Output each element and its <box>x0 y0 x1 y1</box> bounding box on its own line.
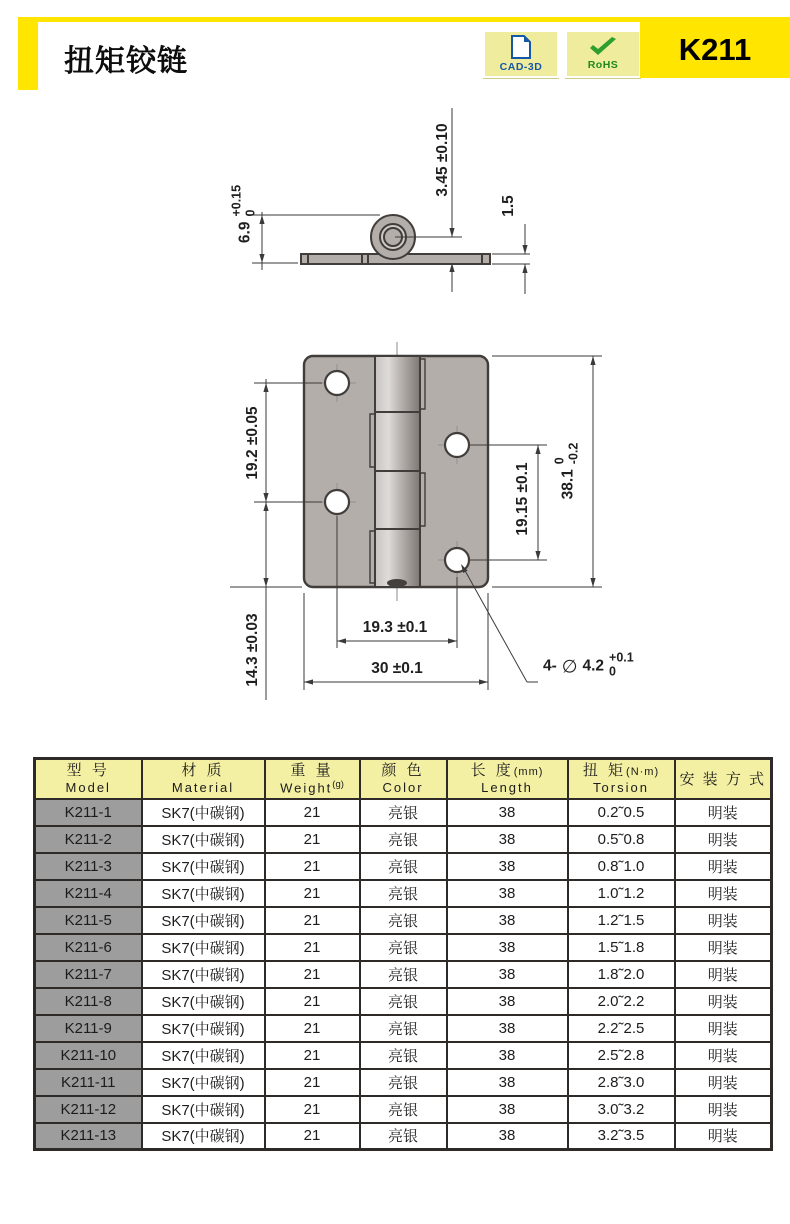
length-cell: 38 <box>447 1069 568 1096</box>
tolerance-upper: +0.15 <box>229 184 244 217</box>
col-header-color <box>360 759 447 799</box>
length-cell: 38 <box>447 988 568 1015</box>
dim-hole-pitch-left-label <box>244 406 262 479</box>
weight-cell: 21 <box>265 961 360 988</box>
torsion-cell: 1.8˜2.0 <box>568 961 675 988</box>
torsion-cell: 2.2˜2.5 <box>568 1015 675 1042</box>
hole-count-prefix: 4- <box>543 658 557 675</box>
length-cell: 38 <box>447 853 568 880</box>
table-row <box>35 934 772 961</box>
color-cell: 亮银 <box>360 880 447 907</box>
table-row <box>35 880 772 907</box>
spec-table <box>33 757 773 1151</box>
length-cell: 38 <box>447 934 568 961</box>
table-row <box>35 1042 772 1069</box>
tolerance-stack <box>553 443 582 465</box>
material-cell: SK7(中碳钢) <box>142 799 265 826</box>
col-header-color-en: Color <box>382 779 424 795</box>
length-cell: 38 <box>447 826 568 853</box>
col-header-torsion <box>568 759 675 799</box>
model-cell: K211-11 <box>35 1069 142 1096</box>
model-cell: K211-7 <box>35 961 142 988</box>
model-cell: K211-2 <box>35 826 142 853</box>
col-header-torsion-cn: 扭 矩(N·m) <box>582 762 660 780</box>
col-header-model <box>35 759 142 799</box>
table-row <box>35 907 772 934</box>
col-header-length-en: Length <box>481 779 533 795</box>
col-header-length-cn: 长 度(mm) <box>470 762 544 780</box>
install-cell: 明装 <box>675 880 772 907</box>
weight-cell: 21 <box>265 934 360 961</box>
color-cell: 亮银 <box>360 988 447 1015</box>
dim-overall-width-label <box>371 660 423 678</box>
torsion-cell: 0.2˜0.5 <box>568 799 675 826</box>
model-cell: K211-6 <box>35 934 142 961</box>
torsion-cell: 3.2˜3.5 <box>568 1123 675 1150</box>
model-cell: K211-4 <box>35 880 142 907</box>
install-cell: 明装 <box>675 1069 772 1096</box>
model-cell: K211-3 <box>35 853 142 880</box>
dim-knuckle-height-label <box>230 185 263 243</box>
weight-cell: 21 <box>265 1096 360 1123</box>
length-cell: 38 <box>447 1123 568 1150</box>
dim-plate-thickness-label <box>500 195 518 217</box>
dim-value: 19.2 ±0.05 <box>244 406 261 480</box>
tolerance-lower: -0.2 <box>567 442 581 465</box>
torsion-cell: 2.8˜3.0 <box>568 1069 675 1096</box>
side-view-drawing <box>252 108 530 294</box>
col-header-model-en: Model <box>65 779 111 795</box>
model-cell: K211-8 <box>35 988 142 1015</box>
color-cell: 亮银 <box>360 1123 447 1150</box>
dim-hole-pitch-right-label <box>514 462 532 535</box>
dim-value: 4.2 <box>582 658 605 675</box>
weight-cell: 21 <box>265 853 360 880</box>
color-cell: 亮银 <box>360 1015 447 1042</box>
cad-3d-label: CAD-3D <box>499 61 543 73</box>
length-cell: 38 <box>447 880 568 907</box>
col-header-weight <box>265 759 360 799</box>
rohs-label: RoHS <box>587 59 619 71</box>
table-row <box>35 1069 772 1096</box>
model-cell: K211-1 <box>35 799 142 826</box>
col-header-material-en: Material <box>171 779 235 795</box>
install-cell: 明装 <box>675 907 772 934</box>
torsion-cell: 0.5˜0.8 <box>568 826 675 853</box>
install-cell: 明装 <box>675 853 772 880</box>
dim-value: 3.45 ±0.10 <box>434 123 451 197</box>
install-cell: 明装 <box>675 826 772 853</box>
color-cell: 亮银 <box>360 1042 447 1069</box>
dim-hole-to-bottom-label <box>244 613 262 686</box>
color-cell: 亮银 <box>360 1096 447 1123</box>
table-row <box>35 799 772 826</box>
front-view-drawing <box>230 342 605 700</box>
material-cell: SK7(中碳钢) <box>142 1069 265 1096</box>
material-cell: SK7(中碳钢) <box>142 826 265 853</box>
material-cell: SK7(中碳钢) <box>142 1042 265 1069</box>
weight-cell: 21 <box>265 799 360 826</box>
length-cell: 38 <box>447 907 568 934</box>
tolerance-stack <box>230 185 259 217</box>
col-header-material-cn: 材 质 <box>181 762 225 780</box>
dim-hole-pitch-horizontal-label <box>363 619 428 637</box>
table-row <box>35 1123 772 1150</box>
model-cell: K211-12 <box>35 1096 142 1123</box>
col-header-weight-cn: 重 量 <box>290 761 334 779</box>
dim-value: 38.1 <box>560 469 577 500</box>
col-header-weight-en: Weight$^{(g)}$ <box>280 779 344 796</box>
color-cell: 亮银 <box>360 1069 447 1096</box>
dim-holes-label <box>543 651 634 684</box>
torsion-cell: 1.2˜1.5 <box>568 907 675 934</box>
col-header-length <box>447 759 568 799</box>
dim-value: 1.5 <box>500 195 517 217</box>
color-cell: 亮银 <box>360 961 447 988</box>
install-cell: 明装 <box>675 799 772 826</box>
material-cell: SK7(中碳钢) <box>142 961 265 988</box>
torsion-cell: 2.0˜2.2 <box>568 988 675 1015</box>
material-cell: SK7(中碳钢) <box>142 853 265 880</box>
col-header-material <box>142 759 265 799</box>
col-header-torsion-en: Torsion <box>593 779 649 795</box>
table-row <box>35 826 772 853</box>
material-cell: SK7(中碳钢) <box>142 880 265 907</box>
dim-pin-center-label <box>434 123 452 196</box>
table-row <box>35 988 772 1015</box>
material-cell: SK7(中碳钢) <box>142 934 265 961</box>
tolerance-upper: +0.1 <box>609 650 634 665</box>
material-cell: SK7(中碳钢) <box>142 1123 265 1150</box>
diameter-symbol: ∅ <box>561 656 578 677</box>
weight-cell: 21 <box>265 907 360 934</box>
spec-table-header <box>35 759 772 799</box>
dim-value: 14.3 ±0.03 <box>244 613 261 687</box>
material-cell: SK7(中碳钢) <box>142 1015 265 1042</box>
table-row <box>35 1096 772 1123</box>
table-row <box>35 961 772 988</box>
weight-cell: 21 <box>265 880 360 907</box>
weight-cell: 21 <box>265 1069 360 1096</box>
model-cell: K211-10 <box>35 1042 142 1069</box>
table-row <box>35 853 772 880</box>
weight-cell: 21 <box>265 988 360 1015</box>
tolerance-upper: 0 <box>552 457 567 465</box>
color-cell: 亮银 <box>360 853 447 880</box>
dim-value: 19.3 ±0.1 <box>362 619 428 636</box>
material-cell: SK7(中碳钢) <box>142 988 265 1015</box>
weight-cell: 21 <box>265 1015 360 1042</box>
tolerance-lower: 0 <box>609 665 616 679</box>
tolerance-stack <box>609 651 634 680</box>
install-cell: 明装 <box>675 934 772 961</box>
torsion-unit: (N·m) <box>626 766 660 779</box>
torsion-cell: 2.5˜2.8 <box>568 1042 675 1069</box>
weight-unit: (g) <box>332 779 344 791</box>
length-cell: 38 <box>447 1096 568 1123</box>
product-code-box: K211 <box>640 22 790 78</box>
dim-overall-height-label <box>553 443 586 500</box>
length-unit: (mm) <box>513 766 544 779</box>
model-cell: K211-5 <box>35 907 142 934</box>
length-cell: 38 <box>447 799 568 826</box>
color-cell: 亮银 <box>360 907 447 934</box>
spec-table-body <box>35 799 772 1150</box>
length-cell: 38 <box>447 1015 568 1042</box>
model-cell: K211-13 <box>35 1123 142 1150</box>
table-row <box>35 1015 772 1042</box>
color-cell: 亮银 <box>360 934 447 961</box>
col-header-install <box>675 759 772 799</box>
material-cell: SK7(中碳钢) <box>142 907 265 934</box>
install-cell: 明装 <box>675 988 772 1015</box>
install-cell: 明装 <box>675 1096 772 1123</box>
material-cell: SK7(中碳钢) <box>142 1096 265 1123</box>
length-cell: 38 <box>447 1042 568 1069</box>
col-header-color-cn: 颜 色 <box>381 762 425 780</box>
col-header-install-cn: 安 装 方 式 <box>679 771 766 789</box>
torsion-cell: 1.0˜1.2 <box>568 880 675 907</box>
weight-cell: 21 <box>265 1042 360 1069</box>
torsion-cell: 1.5˜1.8 <box>568 934 675 961</box>
install-cell: 明装 <box>675 1015 772 1042</box>
dim-value: 6.9 <box>237 221 254 244</box>
install-cell: 明装 <box>675 961 772 988</box>
dim-value: 19.15 ±0.1 <box>514 462 531 536</box>
weight-cell: 21 <box>265 1123 360 1150</box>
tolerance-lower: 0 <box>244 209 258 217</box>
dim-value: 30 ±0.1 <box>371 660 423 677</box>
weight-cell: 21 <box>265 826 360 853</box>
torsion-cell: 0.8˜1.0 <box>568 853 675 880</box>
install-cell: 明装 <box>675 1042 772 1069</box>
col-header-model-cn: 型 号 <box>66 762 110 780</box>
torsion-cell: 3.0˜3.2 <box>568 1096 675 1123</box>
model-cell: K211-9 <box>35 1015 142 1042</box>
color-cell: 亮银 <box>360 826 447 853</box>
install-cell: 明装 <box>675 1123 772 1150</box>
length-cell: 38 <box>447 961 568 988</box>
color-cell: 亮银 <box>360 799 447 826</box>
page-title: 扭矩铰链 <box>64 45 188 78</box>
